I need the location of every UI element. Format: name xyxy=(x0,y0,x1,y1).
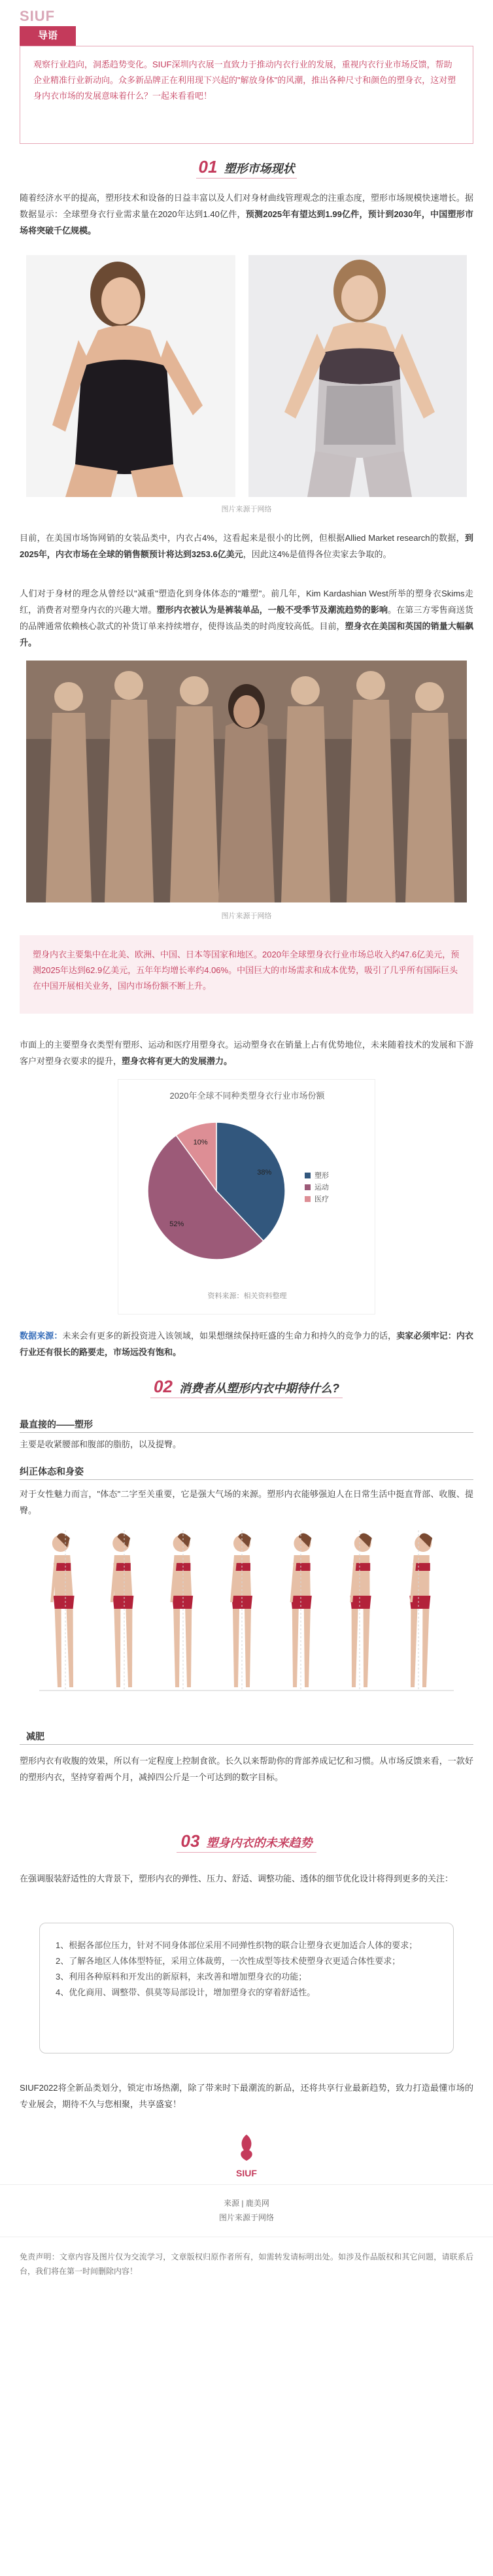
disclaimer: 免责声明：文章内容及图片仅为交流学习，文章版权归原作者所有，如需转发请标明出处。如涉及作品版权和其它问题，请联系后台，我们将在第一时间删除内容！ xyxy=(20,2252,473,2276)
photo-waist-cincher xyxy=(248,255,467,497)
trend-item: 1、根据各部位压力，针对不同身体部位采用不同弹性织物的联合让塑身衣更加适合人体的要求； xyxy=(56,1940,418,1950)
section2-heading: 消费者从塑形内衣中期待什么? xyxy=(178,1382,339,1395)
section1-para3-bold: 塑形内衣被认为是裤装单品，一般不受季节及潮流趋势的影响 xyxy=(156,605,388,615)
photo-skims-group xyxy=(26,661,467,902)
pie-svg xyxy=(118,1106,376,1302)
subhead-shaping-line xyxy=(20,1432,473,1433)
section1-title xyxy=(0,157,493,177)
data-note-label: 数据来源： xyxy=(20,1331,63,1341)
slimming-text: 塑形内衣有收腹的效果，所以有一定程度上控制食欲。长久以来帮助你的背部养成记忆和习惯。从市场反馈来看，一款好的塑形内衣，坚持穿着两个月，减掉四公斤是一个可达到的数字目标。 xyxy=(20,1756,473,1782)
subhead-shaping: 最直接的——塑形 xyxy=(20,1419,93,1430)
subhead-posture: 纠正体态和身姿 xyxy=(20,1466,84,1477)
subhead-posture-line xyxy=(20,1479,473,1480)
posture-figure xyxy=(350,1530,372,1691)
section1-para1-bold: 预测2025年有望达到1.99亿件，预计到2030年，中国塑形市场将突破千亿规模。 xyxy=(20,209,473,235)
caption1: 图片来源于网络 xyxy=(221,506,272,513)
shaping-text: 主要是收紧腰部和腹部的脂肪，以及提臀。 xyxy=(20,1439,182,1449)
trend-item: 2、了解各地区人体体型特征，采用立体裁剪，一次性成型等技术使塑身衣更适合体性要求； xyxy=(56,1956,401,1966)
siuf-logo: SIUF xyxy=(20,8,56,24)
data-note-bold: 卖家必须牢记：内衣行业还有很长的路要走，市场远没有饱和。 xyxy=(20,1331,473,1357)
posture-figure xyxy=(110,1530,134,1691)
footer-logo xyxy=(227,2132,266,2178)
section2-title xyxy=(0,1377,493,1397)
posture-illustration xyxy=(39,1524,454,1700)
data-note xyxy=(20,1328,473,1360)
caption2: 图片来源于网络 xyxy=(221,912,272,920)
footer-logo-text: SIUF xyxy=(236,2168,257,2178)
subhead-slimming: 减肥 xyxy=(26,1731,44,1742)
section1-number: 01 xyxy=(198,157,218,177)
footer-source: 来源 | 鹿美网 xyxy=(224,2199,269,2208)
trend-list xyxy=(39,1923,454,2053)
posture-figure xyxy=(50,1530,74,1691)
posture-text: 对于女性魅力而言，"体态"二字至关重要，它是强大气场的来源。塑形内衣能够强迫人在日常生活中挺直背部、收腹、提臀。 xyxy=(20,1489,473,1515)
pie-label: 38% xyxy=(257,1169,272,1177)
intro-box: 观察行业趋向，洞悉趋势变化。SIUF深圳内衣展一直致力于推动内衣行业的发展，重视内衣行业市场反馈，帮助企业精准行业新动向。众多新品牌正在利用现下兴起的"解放身体"的风潮，推出各种尺寸和颜色的塑身衣，这对塑身内衣市场的发展意味着什么？一起来看看吧！ xyxy=(20,46,473,144)
section2-number: 02 xyxy=(154,1377,173,1396)
section3-title xyxy=(0,1831,493,1851)
legend-swatch xyxy=(305,1196,311,1202)
section1-para1 xyxy=(20,190,473,239)
section1-para4-bold: 塑身衣将有更大的发展潜力。 xyxy=(122,1056,233,1066)
section1-underline xyxy=(196,178,297,179)
pie-chart xyxy=(118,1079,375,1314)
legend-label: 医疗 xyxy=(314,1195,329,1203)
chart-source: 资料来源：相关资料整理 xyxy=(207,1292,287,1300)
footer-logo-mark-icon xyxy=(227,2132,266,2165)
pie-label: 52% xyxy=(169,1220,184,1229)
section1-para2 xyxy=(20,530,473,562)
legend-label: 运动 xyxy=(314,1184,329,1192)
section1-para2-bold: 到2025年，内衣市场在全球的销售额预计将达到3253.6亿美元 xyxy=(20,533,473,559)
market-summary-box: 塑身内衣主要集中在北美、欧洲、中国、日本等国家和地区。2020年全球塑身衣行业市场总收入约47.6亿美元，预测2025年达到62.9亿美元，五年年均增长率约4.06%。中国巨大的市场需求和成本优势，吸引了几乎所有国际巨头在中国开展相关业务，国内市场份额不断上升。 xyxy=(20,935,473,1014)
trend-item: 4、优化商用、调整带、俱莫等局部设计，增加塑身衣的穿着舒适性。 xyxy=(56,1987,316,1997)
trend-item: 3、利用各种原料和开发出的新原料，来改善和增加塑身衣的功能； xyxy=(56,1972,307,1982)
section1-para4 xyxy=(20,1037,473,1069)
intro-tag: 导语 xyxy=(20,26,76,46)
section1-para3-mid: 。在第三方零售商送货的品牌通常依赖核心款式的补货订单来持续增存，使得该品类的时尚度较高低。目前， xyxy=(20,605,473,631)
section3-number: 03 xyxy=(180,1831,200,1851)
posture-figure xyxy=(170,1530,193,1691)
posture-figure xyxy=(290,1530,312,1691)
footer-image-source: 图片来源于网络 xyxy=(218,2213,274,2222)
section3-underline xyxy=(177,1852,316,1853)
section1-para3-text: 人们对于身材的理念从曾经以"减重"塑造化到身体体态的"雕塑"。前几年，Kim Kardashian West所举的塑身衣Skims走红，消费者对塑身内衣的兴趣大增。 xyxy=(20,589,473,615)
section1-para1-text: 随着经济水平的提高，塑形技术和设备的日益丰富以及人们对身材曲线管理观念的注重态度，塑形市场规模快速增长。据数据显示：全球塑身衣行业需求量在2020年达到1.40亿件， xyxy=(20,193,473,219)
footer-divider xyxy=(0,2184,493,2185)
legend-label: 塑形 xyxy=(314,1172,329,1180)
photo-black-bodysuit xyxy=(26,255,235,497)
section1-para3 xyxy=(20,585,473,651)
section3-heading: 塑身内衣的未来趋势 xyxy=(206,1836,313,1849)
section1-heading: 塑形市场现状 xyxy=(224,162,295,175)
section3-para2: SIUF2022将全新品类划分，锁定市场热潮，除了带来时下最潮流的新品，还将共享行业最新趋势，致力打造最懂市场的专业展会，期待不久与您相聚，共享盛宴！ xyxy=(20,2083,473,2109)
subhead-slimming-line xyxy=(20,1744,473,1745)
section1-para2-text: 目前，在美国市场饰网销的女装品类中，内衣占4%，这看起来是很小的比例，但根据Allied Market research的数据， xyxy=(20,533,465,543)
chart-title: 2020年全球不同种类塑身衣行业市场份额 xyxy=(169,1091,325,1101)
legend-swatch xyxy=(305,1184,311,1190)
section1-para2-tail: ，因此这4%是值得各位卖家去争取的。 xyxy=(243,549,392,559)
posture-figure xyxy=(409,1530,432,1691)
posture-figure xyxy=(230,1530,252,1691)
section3-para1: 在强调服装舒适性的大背景下，塑形内衣的弹性、压力、舒适、调整功能、透体的细节优化设计将得到更多的关注： xyxy=(20,1874,454,1883)
section1-para3-bold2: 塑身衣在美国和英国的销量大幅飙升。 xyxy=(20,621,473,647)
pie-label: 10% xyxy=(193,1139,208,1147)
section1-para4-text: 市面上的主要塑身衣类型有塑形、运动和医疗用塑身衣。运动塑身衣在销量上占有优势地位，未来随着技术的发展和下游客户对塑身衣要求的提升， xyxy=(20,1040,473,1066)
legend-swatch xyxy=(305,1173,311,1178)
data-note-text: 未来会有更多的新投资进入该领域，如果想继续保持旺盛的生命力和持久的竞争力的话， xyxy=(62,1331,397,1341)
